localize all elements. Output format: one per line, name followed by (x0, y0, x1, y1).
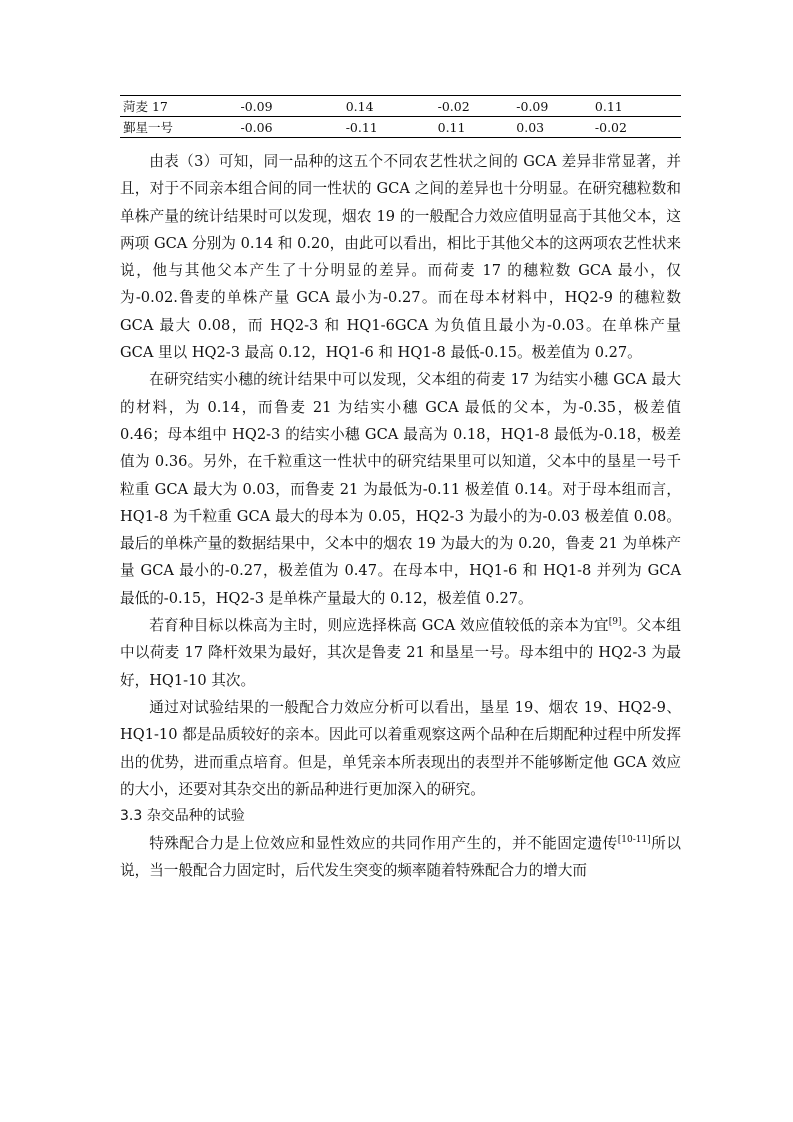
table-cell: 0.03 (513, 117, 592, 138)
paragraph-text: 所以说，当一般配合力固定时，后代发生突变的频率随着特殊配合力的增大而 (120, 835, 681, 880)
table-cell: 0.14 (343, 96, 435, 117)
table-cell: -0.09 (238, 96, 343, 117)
paragraph-text: 特殊配合力是上位效应和显性效应的共同作用产生的，并不能固定遗传 (149, 835, 618, 853)
paragraph-plant-height (120, 612, 681, 694)
paragraph-spikelet-results: 在研究结实小穗的统计结果中可以发现，父本组的荷麦 17 为结实小穗 GCA 最大的材料，为 0.14，而鲁麦 21 为结实小穗 GCA 最低的父本，为-0.35，极差值 0.46；母本组中 HQ2-3 的结实小穗 GCA 最高为 0.18，HQ1-8 最低为-0.18，极差值为 0.36。另外，在千粒重这一性状中的研究结果里可以知道，父本中的垦星一号千粒重 GCA 最大为 0.03，而鲁麦 21 为最低为-0.11 极差值 0.14。对于母本组而言，HQ1-8 为千粒重 GCA 最大的母本为 0.05，HQ2-3 为最小的为-0.03 极差值 0.08。最后的单株产量的数据结果中，父本中的烟农 19 为最大的为 0.20，鲁麦 21 为单株产量 GCA 最小的-0.27，极差值为 0.47。在母本中，HQ1-6 和 HQ1-8 并列为 GCA 最低的-0.15，HQ2-3 是单株产量最大的 0.12，极差值 0.27。 (120, 371, 681, 607)
section-heading: 3.3 杂交品种的试验 (120, 808, 245, 825)
table-cell: -0.02 (592, 117, 681, 138)
table-cell: -0.09 (513, 96, 592, 117)
paragraph-quality-parents: 通过对试验结果的一般配合力效应分析可以看出，垦星 19、烟农 19、HQ2-9、HQ1-10 都是品质较好的亲本。因此可以着重观察这两个品种在后期配种过程中所发挥出的优势，进而重点培育。但是，单凭亲本所表现出的表型并不能够断定他 GCA 效应的大小，还要对其杂交出的新品种进行更加深入的研究。 (120, 698, 681, 798)
table-cell: 0.11 (435, 117, 514, 138)
table-row (120, 96, 681, 117)
table-cell: 鄞星一号 (120, 117, 238, 138)
table-cell: 0.11 (592, 96, 681, 117)
citation: [10-11] (617, 835, 651, 846)
table-row (120, 117, 681, 138)
table-cell: -0.06 (238, 117, 343, 138)
paragraph-text: 若育种目标以株高为主时，则应选择株高 GCA 效应值较低的亲本为宜 (149, 617, 609, 635)
paragraph-sca (120, 830, 681, 885)
document-page (120, 95, 681, 885)
table-cell: -0.02 (435, 96, 514, 117)
paragraph-gca-summary: 由表（3）可知，同一品种的这五个不同农艺性状之间的 GCA 差异非常显著，并且，对于不同亲本组合间的同一性状的 GCA 之间的差异也十分明显。在研究穗粒数和单株产量的统计结果时可以发现，烟农 19 的一般配合力效应值明显高于其他父本，这两项 GCA 分别为 0.14 和 0.20，由此可以看出，相比于其他父本的这两项农艺性状来说，他与其他父本产生了十分明显的差异。而荷麦 17 的穗粒数 GCA 最小，仅为-0.02.鲁麦的单株产量 GCA 最小为-0.27。而在母本材料中，HQ2-9 的穗粒数 GCA 最大 0.08，而 HQ2-3 和 HQ1-6GCA 为负值且最小为-0.03。在单株产量 GCA 里以 HQ2-3 最高 0.12，HQ1-6 和 HQ1-8 最低-0.15。极差值为 0.27。 (120, 153, 681, 362)
paragraph-text: 。父本组中以荷麦 17 降杆效果为最好，其次是鲁麦 21 和垦星一号。母本组中的 HQ2-3 为最好，HQ1-10 其次。 (120, 617, 681, 689)
table-cell: 菏麦 17 (120, 96, 238, 117)
table-cell: -0.11 (343, 117, 435, 138)
gca-table-fragment (120, 95, 681, 138)
body-text (120, 148, 681, 885)
citation: [9] (608, 617, 622, 628)
